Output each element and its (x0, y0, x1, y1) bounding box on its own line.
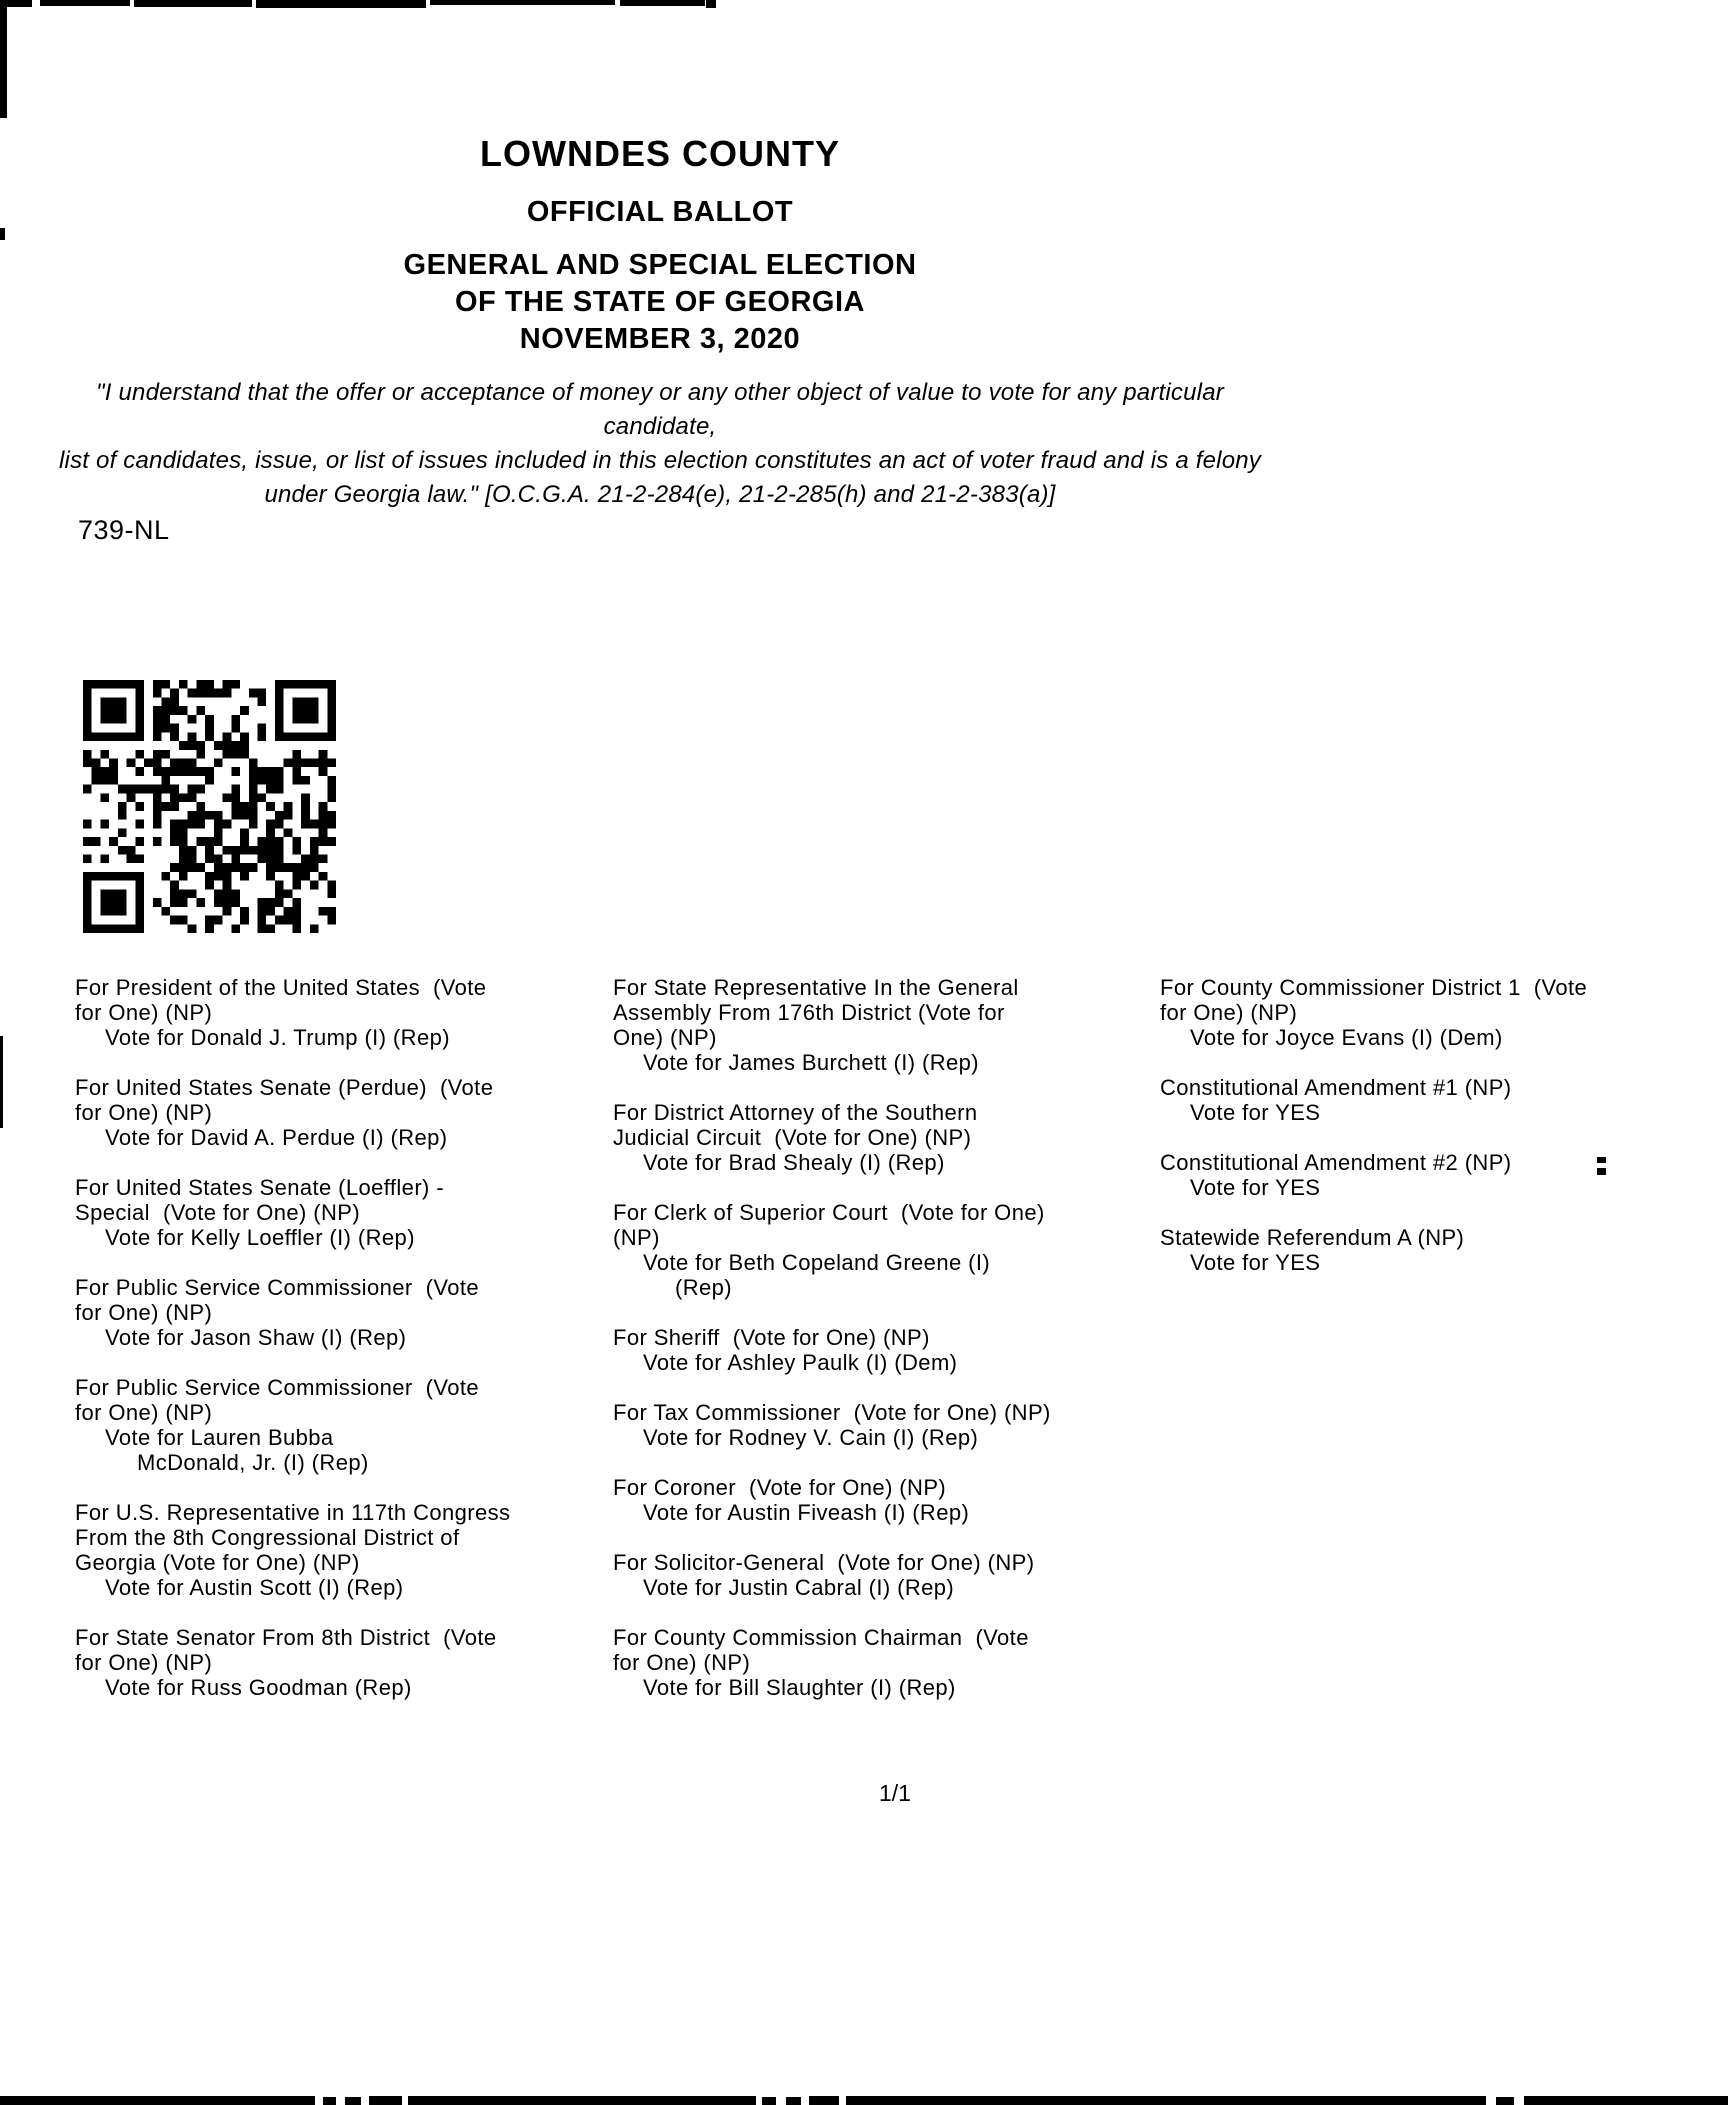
ballot-line: Vote for James Burchett (I) (Rep) (643, 1050, 979, 1075)
contest (613, 1325, 1158, 1375)
scan-artifact (0, 1036, 3, 1128)
ballot-line: For Solicitor-General (Vote for One) (NP) (613, 1550, 1035, 1575)
ballot-line: Vote for Donald J. Trump (I) (Rep) (105, 1025, 450, 1050)
contest (613, 1100, 1158, 1175)
ballot-line: for One) (NP) (75, 1400, 213, 1425)
ballot-line: Constitutional Amendment #1 (NP) (1160, 1075, 1512, 1100)
ballot-line: From the 8th Congressional District of (75, 1525, 460, 1550)
ballot-type-title: OFFICIAL BALLOT (526, 196, 794, 228)
ballot-line: Assembly From 176th District (Vote for (613, 1000, 1005, 1025)
ballot-line: Vote for Lauren Bubba (105, 1425, 334, 1450)
ballot-line: For United States Senate (Perdue) (Vote (75, 1075, 494, 1100)
contest (1160, 1225, 1728, 1275)
ballot-line: (NP) (613, 1225, 660, 1250)
contest (613, 1625, 1158, 1700)
scan-artifact (809, 2096, 839, 2105)
contest (75, 1500, 620, 1600)
ballot-line: Vote for Ashley Paulk (I) (Dem) (643, 1350, 958, 1375)
ballot-line: For Tax Commissioner (Vote for One) (NP) (613, 1400, 1051, 1425)
contest (75, 975, 620, 1050)
ballot-line: Vote for Rodney V. Cain (I) (Rep) (643, 1425, 979, 1450)
voter-fraud-notice-line: "I understand that the offer or acceptance of money or any other object of value to vote for any particular candidate, (96, 379, 1224, 440)
scan-artifact (706, 0, 716, 8)
scan-artifact (620, 0, 705, 6)
contest (75, 1625, 620, 1700)
election-title-line: NOVEMBER 3, 2020 (519, 323, 801, 355)
ballot-line: Vote for David A. Perdue (I) (Rep) (105, 1125, 448, 1150)
ballot-line: For Public Service Commissioner (Vote (75, 1275, 479, 1300)
ballot-line: For United States Senate (Loeffler) - (75, 1175, 445, 1200)
ballot-line: For Clerk of Superior Court (Vote for One) (613, 1200, 1045, 1225)
county-title: LOWNDES COUNTY (480, 133, 840, 174)
ballot-line: For President of the United States (Vote (75, 975, 487, 1000)
scan-artifact (0, 228, 5, 240)
qr-code-icon (77, 680, 342, 933)
ballot-line: for One) (NP) (75, 1100, 213, 1125)
precinct-code: 739-NL (78, 515, 170, 545)
scan-artifact (430, 0, 615, 5)
ballot-line: Vote for Justin Cabral (I) (Rep) (643, 1575, 955, 1600)
ballot-line: For State Representative In the General (613, 975, 1019, 1000)
ballot-line: Vote for Beth Copeland Greene (I) (643, 1250, 991, 1275)
scan-artifact (256, 0, 426, 8)
ballot-line: For Sheriff (Vote for One) (NP) (613, 1325, 930, 1350)
ballot-line: Vote for Austin Scott (I) (Rep) (105, 1575, 404, 1600)
scan-artifact (134, 0, 252, 7)
ballot-line: Vote for YES (1190, 1100, 1321, 1125)
ballot-line: Vote for Bill Slaughter (I) (Rep) (643, 1675, 956, 1700)
ballot-line: Special (Vote for One) (NP) (75, 1200, 361, 1225)
ballot-line: for One) (NP) (1160, 1000, 1298, 1025)
contest (613, 1550, 1158, 1600)
contest (1160, 1150, 1728, 1200)
ballot-line: For Coroner (Vote for One) (NP) (613, 1475, 947, 1500)
ballot-line: For District Attorney of the Southern (613, 1100, 978, 1125)
ballot-line: For U.S. Representative in 117th Congress (75, 1500, 511, 1525)
scan-artifact (0, 0, 7, 118)
contest (75, 1275, 620, 1350)
contest (613, 1200, 1158, 1300)
contest (1160, 1075, 1728, 1125)
ballot-line: for One) (NP) (75, 1650, 213, 1675)
contest (613, 1475, 1158, 1525)
election-title (55, 247, 1265, 358)
ballot-column-1 (75, 975, 620, 1725)
scan-artifact (345, 2097, 361, 2105)
scan-artifact (408, 2096, 756, 2105)
contest (613, 975, 1158, 1075)
scan-artifact (0, 2096, 315, 2105)
scan-artifact (846, 2096, 1486, 2105)
ballot-line: Vote for Kelly Loeffler (I) (Rep) (105, 1225, 415, 1250)
ballot-line: Vote for Austin Fiveash (I) (Rep) (643, 1500, 970, 1525)
scan-artifact (786, 2097, 801, 2105)
voter-fraud-notice-line: under Georgia law." [O.C.G.A. 21-2-284(e), 21-2-285(h) and 21-2-383(a)] (264, 481, 1056, 508)
scan-artifact (1524, 2096, 1728, 2105)
ballot-line: Statewide Referendum A (NP) (1160, 1225, 1465, 1250)
election-title-line: GENERAL AND SPECIAL ELECTION (403, 249, 917, 281)
ballot-line: Vote for Joyce Evans (I) (Dem) (1190, 1025, 1503, 1050)
ballot-line: Vote for Jason Shaw (I) (Rep) (105, 1325, 407, 1350)
ballot-line: For Public Service Commissioner (Vote (75, 1375, 479, 1400)
ballot-line: Vote for YES (1190, 1175, 1321, 1200)
ballot-column-2 (613, 975, 1158, 1725)
ballot-line: Georgia (Vote for One) (NP) (75, 1550, 360, 1575)
ballot-line: Vote for YES (1190, 1250, 1321, 1275)
contest (613, 1400, 1158, 1450)
ballot-line: Judicial Circuit (Vote for One) (NP) (613, 1125, 972, 1150)
contest (75, 1175, 620, 1250)
ballot-line: Vote for Brad Shealy (I) (Rep) (643, 1150, 945, 1175)
ballot-line: For County Commissioner District 1 (Vote (1160, 975, 1588, 1000)
ballot-line: One) (NP) (613, 1025, 717, 1050)
scan-artifact (1496, 2097, 1514, 2105)
ballot-line: Vote for Russ Goodman (Rep) (105, 1675, 412, 1700)
voter-fraud-notice-line: list of candidates, issue, or list of issues included in this election constitutes an act of voter fraud and is a felony (59, 447, 1261, 474)
ballot-line: for One) (NP) (75, 1300, 213, 1325)
scan-artifact (369, 2096, 402, 2105)
ballot-column-3 (1160, 975, 1728, 1300)
page-number: 1/1 (879, 1780, 911, 1806)
ballot-line: McDonald, Jr. (I) (Rep) (137, 1450, 369, 1475)
ballot-line: For State Senator From 8th District (Vote (75, 1625, 497, 1650)
ballot-line: Constitutional Amendment #2 (NP) (1160, 1150, 1512, 1175)
contest (1160, 975, 1728, 1050)
election-title-line: OF THE STATE OF GEORGIA (455, 286, 865, 318)
ballot-line: for One) (NP) (613, 1650, 751, 1675)
contest (75, 1375, 620, 1475)
scan-artifact (40, 0, 130, 6)
ballot-line: (Rep) (675, 1275, 733, 1300)
ballot-line: For County Commission Chairman (Vote (613, 1625, 1029, 1650)
voter-fraud-notice (55, 376, 1265, 512)
scan-artifact (323, 2097, 336, 2105)
scan-artifact (762, 2097, 776, 2105)
contest (75, 1075, 620, 1150)
ballot-line: for One) (NP) (75, 1000, 213, 1025)
